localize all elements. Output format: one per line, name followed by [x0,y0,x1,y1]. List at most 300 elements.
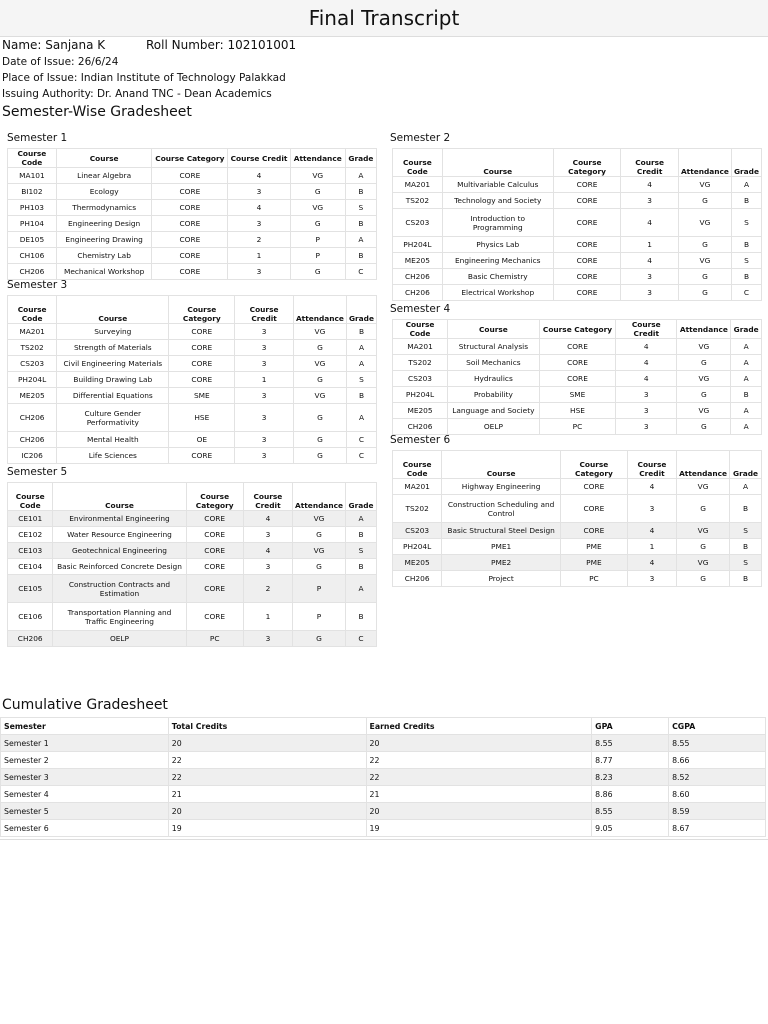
table-cell: ME205 [393,253,443,269]
table-cell: OELP [53,631,186,647]
table-cell: 3 [235,356,294,372]
table-cell: VG [677,371,731,387]
table-row [8,511,377,527]
table-cell: 4 [621,209,679,237]
roll-number: Roll Number: 102101001 [146,38,297,52]
table-row [393,495,762,523]
table-row [8,404,377,432]
column-header: Grade [731,320,762,339]
table-cell: G [677,387,731,403]
column-header: Attendance [290,149,345,168]
table-cell: G [293,448,346,464]
table-cell: G [293,527,346,543]
table-cell: Differential Equations [57,388,169,404]
table-cell: VG [290,168,345,184]
table-row [1,803,766,820]
semester-4-table [392,319,762,435]
table-cell: CORE [152,216,228,232]
table-cell: Language and Society [448,403,540,419]
table-cell: VG [677,555,730,571]
column-header: CGPA [669,718,766,735]
table-cell: Semester 4 [1,786,169,803]
table-cell: Water Resource Engineering [53,527,186,543]
column-header: Attendance [677,451,730,479]
table-cell: Semester 2 [1,752,169,769]
table-cell: 22 [366,752,592,769]
table-cell: Linear Algebra [56,168,152,184]
column-header: Course [56,149,152,168]
table-cell: Chemistry Lab [56,248,152,264]
table-row [8,232,377,248]
bottom-divider [0,839,768,840]
table-cell: PME1 [442,539,561,555]
table-cell: 3 [228,264,290,280]
table-cell: CORE [561,479,628,495]
table-cell: VG [293,388,346,404]
column-header: Course Credit [616,320,677,339]
table-cell: Basic Reinforced Concrete Design [53,559,186,575]
issuing-authority: Issuing Authority: Dr. Anand TNC - Dean Academics [2,88,272,100]
table-row [1,786,766,803]
column-header: Attendance [293,483,346,511]
table-cell: A [731,355,762,371]
table-cell: CORE [186,575,243,603]
sem3-title: Semester 3 [7,279,68,291]
column-header: Attendance [677,320,731,339]
column-header: Course Code [8,483,53,511]
table-cell: BI102 [8,184,57,200]
table-cell: 22 [366,769,592,786]
table-cell: Basic Structural Steel Design [442,523,561,539]
table-cell: C [346,448,376,464]
table-cell: CORE [553,253,621,269]
table-cell: TS202 [393,355,448,371]
column-header: Course Category [152,149,228,168]
table-cell: 8.60 [669,786,766,803]
table-cell: HSE [169,404,235,432]
table-row [8,200,377,216]
table-row [393,419,762,435]
table-cell: CE104 [8,559,53,575]
table-cell: Building Drawing Lab [57,372,169,388]
table-cell: PH204L [393,387,448,403]
table-cell: 8.55 [669,735,766,752]
table-cell: G [293,631,346,647]
table-cell: 8.66 [669,752,766,769]
sem4-title: Semester 4 [390,303,451,315]
table-cell: G [290,184,345,200]
table-cell: VG [677,403,731,419]
table-cell: Multivariable Calculus [442,177,553,193]
table-cell: MA101 [8,168,57,184]
table-row [393,523,762,539]
table-cell: A [731,419,762,435]
table-cell: B [346,603,377,631]
column-header: Grade [345,149,376,168]
table-cell: Hydraulics [448,371,540,387]
column-header: Grade [346,483,377,511]
table-cell: Soil Mechanics [448,355,540,371]
table-cell: 1 [627,539,676,555]
table-cell: 21 [168,786,366,803]
table-cell: Engineering Mechanics [442,253,553,269]
sem1-title: Semester 1 [7,132,68,144]
table-cell: 4 [621,253,679,269]
table-cell: P [290,232,345,248]
table-cell: VG [293,356,346,372]
table-cell: 3 [228,184,290,200]
table-cell: Semester 1 [1,735,169,752]
table-header-row [393,320,762,339]
table-cell: Semester 5 [1,803,169,820]
table-cell: 4 [627,555,676,571]
table-cell: C [346,432,376,448]
table-cell: A [731,339,762,355]
table-cell: CORE [152,264,228,280]
table-cell: CORE [169,340,235,356]
table-cell: CORE [561,523,628,539]
table-cell: Construction Scheduling and Control [442,495,561,523]
table-row [1,820,766,837]
table-cell: 3 [235,340,294,356]
semester-5-table [7,482,377,647]
table-cell: 3 [621,193,679,209]
table-row [393,253,762,269]
table-cell: CE106 [8,603,53,631]
table-cell: 3 [621,285,679,301]
column-header: Course [442,451,561,479]
table-row [393,539,762,555]
table-cell: P [293,575,346,603]
column-header: Course Credit [243,483,292,511]
table-cell: 3 [616,387,677,403]
semester-6-table [392,450,762,587]
table-cell: PC [539,419,615,435]
table-cell: PME [561,539,628,555]
table-cell: CH206 [393,419,448,435]
table-cell: CORE [169,448,235,464]
table-header-row [8,296,377,324]
column-header: Course [442,149,553,177]
table-row [8,216,377,232]
table-cell: VG [677,479,730,495]
column-header: Course Credit [621,149,679,177]
table-cell: Electrical Workshop [442,285,553,301]
table-cell: Life Sciences [57,448,169,464]
table-cell: SME [169,388,235,404]
table-row [8,559,377,575]
table-cell: C [345,264,376,280]
table-row [393,193,762,209]
table-cell: CH206 [8,404,57,432]
table-cell: 3 [235,432,294,448]
table-cell: CS203 [393,209,443,237]
table-row [8,432,377,448]
table-cell: 3 [228,216,290,232]
table-cell: Engineering Design [56,216,152,232]
table-cell: 8.86 [592,786,669,803]
table-cell: 1 [228,248,290,264]
table-header-row [8,149,377,168]
column-header: Course Category [539,320,615,339]
semwise-title: Semester-Wise Gradesheet [2,104,192,120]
table-cell: VG [678,177,731,193]
issue-place: Place of Issue: Indian Institute of Technology Palakkad [2,72,286,84]
column-header: Course Credit [627,451,676,479]
table-cell: PH204L [393,539,442,555]
table-cell: HSE [539,403,615,419]
table-cell: G [293,340,346,356]
column-header: Total Credits [168,718,366,735]
table-cell: VG [677,339,731,355]
table-cell: Strength of Materials [57,340,169,356]
table-cell: PC [186,631,243,647]
table-cell: CE101 [8,511,53,527]
column-header: Course Credit [228,149,290,168]
table-cell: G [293,372,346,388]
table-row [8,324,377,340]
table-row [1,752,766,769]
table-cell: Project [442,571,561,587]
table-cell: C [346,631,377,647]
table-cell: 4 [228,168,290,184]
table-cell: G [678,237,731,253]
table-row [393,479,762,495]
column-header: Course Category [186,483,243,511]
table-cell: A [730,479,762,495]
table-cell: S [730,523,762,539]
table-cell: 8.55 [592,803,669,820]
table-cell: CORE [186,543,243,559]
table-cell: Engineering Drawing [56,232,152,248]
table-cell: B [731,237,761,253]
table-cell: OE [169,432,235,448]
table-cell: Technology and Society [442,193,553,209]
page-title: Final Transcript [0,0,768,37]
column-header: Grade [730,451,762,479]
column-header: Grade [731,149,761,177]
table-cell: CORE [553,209,621,237]
table-cell: G [293,559,346,575]
column-header: Course Code [393,149,443,177]
table-cell: VG [677,523,730,539]
table-cell: 20 [168,735,366,752]
table-cell: B [731,193,761,209]
table-cell: G [290,264,345,280]
table-row [393,177,762,193]
table-row [393,571,762,587]
table-cell: 4 [243,543,292,559]
table-cell: PH104 [8,216,57,232]
table-cell: CORE [553,285,621,301]
table-cell: B [346,324,376,340]
table-cell: CORE [186,559,243,575]
table-cell: B [346,559,377,575]
table-cell: 8.77 [592,752,669,769]
table-cell: B [731,269,761,285]
table-cell: Introduction to Programming [442,209,553,237]
table-cell: Thermodynamics [56,200,152,216]
table-cell: S [730,555,762,571]
table-cell: Highway Engineering [442,479,561,495]
cumulative-title: Cumulative Gradesheet [2,697,168,713]
table-row [8,448,377,464]
table-header-row [393,149,762,177]
table-cell: 2 [243,575,292,603]
table-cell: ME205 [393,403,448,419]
column-header: Course Code [393,451,442,479]
table-row [8,631,377,647]
table-cell: CH106 [8,248,57,264]
column-header: Course Category [553,149,621,177]
table-cell: DE105 [8,232,57,248]
semester-1-table [7,148,377,280]
table-cell: OELP [448,419,540,435]
table-cell: Semester 6 [1,820,169,837]
table-cell: B [730,571,762,587]
table-cell: A [346,404,376,432]
table-cell: S [731,209,761,237]
table-cell: CH206 [393,571,442,587]
table-cell: 4 [228,200,290,216]
table-cell: G [678,269,731,285]
table-cell: 8.23 [592,769,669,786]
table-cell: S [346,543,377,559]
table-row [393,209,762,237]
table-cell: 3 [627,571,676,587]
column-header: GPA [592,718,669,735]
table-cell: PH204L [8,372,57,388]
column-header: Earned Credits [366,718,592,735]
sem5-title: Semester 5 [7,466,68,478]
table-cell: CS203 [393,523,442,539]
cumulative-table [0,717,766,837]
table-row [393,387,762,403]
table-cell: Basic Chemistry [442,269,553,285]
table-cell: CH206 [393,269,443,285]
table-cell: A [345,232,376,248]
table-cell: G [677,355,731,371]
table-row [393,237,762,253]
table-cell: PC [561,571,628,587]
column-header: Grade [346,296,376,324]
table-cell: CE103 [8,543,53,559]
table-row [393,269,762,285]
table-cell: Environmental Engineering [53,511,186,527]
table-cell: G [677,539,730,555]
table-cell: B [731,387,762,403]
table-cell: A [346,575,377,603]
table-cell: TS202 [8,340,57,356]
table-cell: VG [678,209,731,237]
table-cell: MA201 [393,177,443,193]
table-cell: 3 [627,495,676,523]
table-row [393,403,762,419]
table-cell: CORE [553,237,621,253]
table-cell: S [345,200,376,216]
table-cell: 3 [616,403,677,419]
table-cell: G [678,193,731,209]
table-row [8,264,377,280]
table-cell: 4 [627,523,676,539]
column-header: Course [448,320,540,339]
table-cell: IC206 [8,448,57,464]
table-cell: CORE [169,356,235,372]
table-cell: CORE [152,200,228,216]
table-cell: CORE [186,603,243,631]
column-header: Attendance [293,296,346,324]
table-cell: 19 [366,820,592,837]
table-cell: B [345,184,376,200]
table-row [8,543,377,559]
table-row [8,184,377,200]
table-cell: 8.55 [592,735,669,752]
table-cell: CS203 [393,371,448,387]
table-cell: G [677,419,731,435]
table-cell: ME205 [8,388,57,404]
table-cell: PME [561,555,628,571]
student-name: Name: Sanjana K [2,38,106,52]
column-header: Semester [1,718,169,735]
table-cell: 1 [243,603,292,631]
table-row [8,356,377,372]
table-cell: B [346,527,377,543]
table-cell: A [731,371,762,387]
table-cell: 8.67 [669,820,766,837]
table-cell: VG [290,200,345,216]
table-cell: 4 [616,355,677,371]
table-cell: B [346,388,376,404]
table-cell: 3 [235,404,294,432]
table-cell: 8.59 [669,803,766,820]
column-header: Course Code [8,149,57,168]
table-row [8,575,377,603]
table-cell: CORE [152,232,228,248]
table-cell: B [730,495,762,523]
table-cell: A [346,511,377,527]
table-cell: Surveying [57,324,169,340]
table-cell: SME [539,387,615,403]
table-cell: 9.05 [592,820,669,837]
table-header-row [8,483,377,511]
table-cell: 21 [366,786,592,803]
table-row [393,355,762,371]
table-cell: B [730,539,762,555]
table-cell: CORE [539,355,615,371]
table-cell: 3 [243,559,292,575]
table-cell: CE105 [8,575,53,603]
column-header: Course Credit [235,296,294,324]
table-cell: Transportation Planning and Traffic Engineering [53,603,186,631]
table-cell: MA201 [8,324,57,340]
table-cell: VG [293,324,346,340]
table-cell: Mental Health [57,432,169,448]
table-cell: C [731,285,761,301]
table-row [1,769,766,786]
table-header-row [393,451,762,479]
table-cell: 3 [235,448,294,464]
table-cell: Mechanical Workshop [56,264,152,280]
table-cell: 19 [168,820,366,837]
table-cell: G [293,404,346,432]
table-row [8,372,377,388]
table-row [393,371,762,387]
sem6-title: Semester 6 [390,434,451,446]
table-cell: CORE [553,177,621,193]
table-cell: ME205 [393,555,442,571]
table-cell: CORE [539,339,615,355]
table-cell: MA201 [393,479,442,495]
